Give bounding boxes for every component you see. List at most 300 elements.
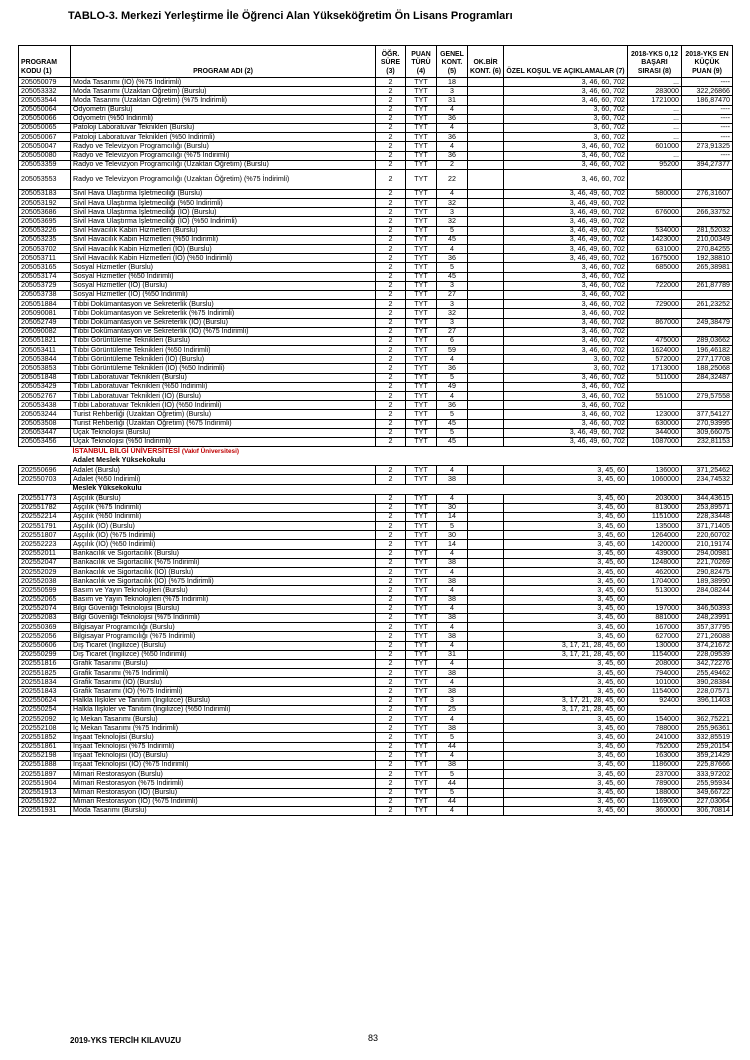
okbir-quota-cell	[468, 373, 504, 382]
program-code: 205053226	[19, 226, 71, 235]
general-quota-cell: 45	[437, 437, 468, 446]
min-score-cell: 228,09539	[682, 650, 733, 659]
program-code: 202551852	[19, 733, 71, 742]
program-name: Bankacılık ve Sigortacılık (%75 İndirimli)	[71, 558, 376, 567]
program-name: Sivil Hava Ulaştırma İşletmeciliği (Burslu)	[71, 189, 376, 198]
score-type-cell: TYT	[406, 531, 437, 540]
duration-cell: 2	[376, 696, 406, 705]
program-code: 205051821	[19, 336, 71, 345]
conditions-cell: 3, 46, 60, 702	[504, 373, 628, 382]
conditions-cell: 3, 45, 60	[504, 512, 628, 521]
general-quota-cell: 31	[437, 650, 468, 659]
general-quota-cell: 44	[437, 779, 468, 788]
general-quota-cell: 38	[437, 595, 468, 604]
score-type-cell: TYT	[406, 160, 437, 169]
program-code: 202552011	[19, 549, 71, 558]
table-row	[19, 401, 733, 410]
rank-cell: 475000	[628, 336, 682, 345]
score-type-cell: TYT	[406, 742, 437, 751]
min-score-cell: 346,50393	[682, 604, 733, 613]
min-score-cell: 284,08244	[682, 586, 733, 595]
min-score-cell: 189,38990	[682, 577, 733, 586]
program-code: 202551913	[19, 788, 71, 797]
okbir-quota-cell	[468, 475, 504, 484]
program-code: 202552029	[19, 568, 71, 577]
general-quota-cell: 30	[437, 531, 468, 540]
program-name: Sivil Hava Ulaştırma İşletmeciliği (İÖ) (Burslu)	[71, 208, 376, 217]
score-type-cell: TYT	[406, 678, 437, 687]
rank-cell: 685000	[628, 263, 682, 272]
okbir-quota-cell	[468, 797, 504, 806]
program-name: Aşçılık (Burslu)	[71, 494, 376, 503]
program-code: 205050065	[19, 123, 71, 132]
rank-cell	[628, 309, 682, 318]
min-score-cell: 232,81153	[682, 437, 733, 446]
program-name: Patoloji Laboratuvar Teknikleri (Burslu)	[71, 123, 376, 132]
conditions-cell: 3, 46, 60, 702	[504, 263, 628, 272]
duration-cell: 2	[376, 531, 406, 540]
score-type-cell: TYT	[406, 382, 437, 391]
general-quota-cell: 4	[437, 355, 468, 364]
score-type-cell: TYT	[406, 650, 437, 659]
duration-cell: 2	[376, 364, 406, 373]
table-row	[19, 687, 733, 696]
okbir-quota-cell	[468, 96, 504, 105]
program-name: Moda Tasarımı (Burslu)	[71, 806, 376, 815]
rank-cell: 154000	[628, 715, 682, 724]
program-name: Aşçılık (%50 İndirimli)	[71, 512, 376, 521]
score-type-cell: TYT	[406, 522, 437, 531]
school-heading-row	[19, 456, 733, 466]
conditions-cell: 3, 46, 49, 60, 702	[504, 437, 628, 446]
duration-cell: 2	[376, 318, 406, 327]
program-code: 205053853	[19, 364, 71, 373]
rank-cell: 752000	[628, 742, 682, 751]
okbir-quota-cell	[468, 123, 504, 132]
okbir-quota-cell	[468, 245, 504, 254]
general-quota-cell: 4	[437, 678, 468, 687]
table-row	[19, 475, 733, 484]
conditions-cell: 3, 45, 60	[504, 558, 628, 567]
program-code: 202551922	[19, 797, 71, 806]
footer-guide-title: 2019-YKS TERCİH KILAVUZU	[70, 1036, 181, 1045]
duration-cell: 2	[376, 169, 406, 189]
rank-cell: ...	[628, 123, 682, 132]
rank-cell	[628, 217, 682, 226]
program-name: Uçak Teknolojisi (%50 İndirimli)	[71, 437, 376, 446]
min-score-cell: 271,26088	[682, 632, 733, 641]
program-name: Turist Rehberliği (Uzaktan Öğretim) (%75 İndirimli)	[71, 419, 376, 428]
program-code: 202551834	[19, 678, 71, 687]
program-code: 202550599	[19, 586, 71, 595]
conditions-cell: 3, 45, 60	[504, 797, 628, 806]
min-score-cell: 192,38810	[682, 254, 733, 263]
program-name: Turist Rehberliği (Uzaktan Öğretim) (Burslu)	[71, 410, 376, 419]
conditions-cell: 3, 45, 60	[504, 577, 628, 586]
min-score-cell: 273,91325	[682, 142, 733, 151]
conditions-cell: 3, 46, 49, 60, 702	[504, 254, 628, 263]
rank-cell: 237000	[628, 770, 682, 779]
program-code: 205053244	[19, 410, 71, 419]
program-code: 205052749	[19, 318, 71, 327]
conditions-cell: 3, 45, 60	[504, 751, 628, 760]
program-code: 202551897	[19, 770, 71, 779]
conditions-cell: 3, 46, 60, 702	[504, 160, 628, 169]
conditions-cell: 3, 45, 60	[504, 466, 628, 475]
page-number: 83	[368, 1033, 379, 1043]
program-code: 202552065	[19, 595, 71, 604]
program-name: Bilgisayar Programcılığı (Burslu)	[71, 623, 376, 632]
program-name: Bilgi Güvenliği Teknolojisi (Burslu)	[71, 604, 376, 613]
min-score-cell: 228,33448	[682, 512, 733, 521]
min-score-cell: 342,72276	[682, 659, 733, 668]
okbir-quota-cell	[468, 669, 504, 678]
min-score-cell: 276,31607	[682, 189, 733, 198]
table-row	[19, 659, 733, 668]
table-row	[19, 494, 733, 503]
score-type-cell: TYT	[406, 392, 437, 401]
conditions-cell: 3, 46, 60, 702	[504, 87, 628, 96]
min-score-cell	[682, 309, 733, 318]
okbir-quota-cell	[468, 641, 504, 650]
program-code: 205053702	[19, 245, 71, 254]
rank-cell: 344000	[628, 428, 682, 437]
duration-cell: 2	[376, 419, 406, 428]
min-score-cell: 374,21672	[682, 641, 733, 650]
min-score-cell: 261,23252	[682, 300, 733, 309]
rank-cell: 135000	[628, 522, 682, 531]
score-type-cell: TYT	[406, 503, 437, 512]
program-name: Bilgisayar Programcılığı (%75 İndirimli)	[71, 632, 376, 641]
okbir-quota-cell	[468, 189, 504, 198]
program-code: 202552214	[19, 512, 71, 521]
header-score-type: PUAN TÜRÜ (4)	[406, 46, 437, 78]
okbir-quota-cell	[468, 410, 504, 419]
duration-cell: 2	[376, 208, 406, 217]
table-row	[19, 290, 733, 299]
program-code: 205053738	[19, 290, 71, 299]
general-quota-cell: 3	[437, 281, 468, 290]
okbir-quota-cell	[468, 254, 504, 263]
duration-cell: 2	[376, 641, 406, 650]
general-quota-cell: 36	[437, 364, 468, 373]
duration-cell: 2	[376, 151, 406, 160]
duration-cell: 2	[376, 300, 406, 309]
duration-cell: 2	[376, 522, 406, 531]
rank-cell: 1264000	[628, 531, 682, 540]
min-score-cell: 344,43615	[682, 494, 733, 503]
university-name	[71, 447, 733, 457]
min-score-cell: 249,38479	[682, 318, 733, 327]
okbir-quota-cell	[468, 160, 504, 169]
conditions-cell: 3, 45, 60	[504, 733, 628, 742]
program-code: 202551807	[19, 531, 71, 540]
table-row	[19, 142, 733, 151]
program-code: 202552047	[19, 558, 71, 567]
general-quota-cell: 5	[437, 410, 468, 419]
okbir-quota-cell	[468, 105, 504, 114]
duration-cell: 2	[376, 595, 406, 604]
conditions-cell: 3, 60, 702	[504, 364, 628, 373]
header-okbir-quota: OK.BİR KONT. (6)	[468, 46, 504, 78]
min-score-cell: 227,03064	[682, 797, 733, 806]
program-name: İnşaat Teknolojisi (İÖ) (Burslu)	[71, 751, 376, 760]
okbir-quota-cell	[468, 235, 504, 244]
program-code: 202551782	[19, 503, 71, 512]
general-quota-cell: 38	[437, 669, 468, 678]
rank-cell	[628, 327, 682, 336]
program-name: Aşçılık (İÖ) (%50 İndirimli)	[71, 540, 376, 549]
duration-cell: 2	[376, 87, 406, 96]
program-code: 202550606	[19, 641, 71, 650]
school-name: Adalet Meslek Yüksekokulu	[72, 456, 166, 465]
min-score-cell: 234,74532	[682, 475, 733, 484]
min-score-cell: 333,97202	[682, 770, 733, 779]
score-type-cell: TYT	[406, 114, 437, 123]
rank-cell	[628, 401, 682, 410]
conditions-cell: 3, 17, 21, 28, 45, 60	[504, 696, 628, 705]
general-quota-cell: 38	[437, 687, 468, 696]
score-type-cell: TYT	[406, 577, 437, 586]
program-code: 202551888	[19, 760, 71, 769]
table-row	[19, 437, 733, 446]
min-score-cell: 281,52032	[682, 226, 733, 235]
program-code: 202551816	[19, 659, 71, 668]
general-quota-cell: 5	[437, 428, 468, 437]
table-row	[19, 355, 733, 364]
program-name: Radyo ve Televizyon Programcılığı (Uzaktan Öğretim) (%75 İndirimli)	[71, 169, 376, 189]
general-quota-cell: 6	[437, 336, 468, 345]
program-code: 202551843	[19, 687, 71, 696]
min-score-cell: 362,75221	[682, 715, 733, 724]
okbir-quota-cell	[468, 678, 504, 687]
program-code: 202550299	[19, 650, 71, 659]
table-row	[19, 733, 733, 742]
score-type-cell: TYT	[406, 373, 437, 382]
program-code: 202552198	[19, 751, 71, 760]
okbir-quota-cell	[468, 151, 504, 160]
score-type-cell: TYT	[406, 309, 437, 318]
conditions-cell: 3, 46, 60, 702	[504, 78, 628, 87]
table-row	[19, 696, 733, 705]
min-score-cell	[682, 272, 733, 281]
general-quota-cell: 4	[437, 123, 468, 132]
general-quota-cell: 31	[437, 96, 468, 105]
okbir-quota-cell	[468, 742, 504, 751]
general-quota-cell: 5	[437, 770, 468, 779]
rank-cell: ...	[628, 105, 682, 114]
okbir-quota-cell	[468, 779, 504, 788]
duration-cell: 2	[376, 632, 406, 641]
score-type-cell: TYT	[406, 779, 437, 788]
min-score-cell	[682, 382, 733, 391]
program-code: 205053438	[19, 401, 71, 410]
score-type-cell: TYT	[406, 336, 437, 345]
header-code: PROGRAM KODU (1)	[19, 46, 71, 78]
program-code: 205052767	[19, 392, 71, 401]
general-quota-cell: 45	[437, 272, 468, 281]
okbir-quota-cell	[468, 650, 504, 659]
min-score-cell: 186,87470	[682, 96, 733, 105]
university-title: İSTANBUL BİLGİ ÜNİVERSİTESİ	[72, 446, 180, 455]
score-type-cell: TYT	[406, 327, 437, 336]
okbir-quota-cell	[468, 142, 504, 151]
program-code: 205053711	[19, 254, 71, 263]
okbir-quota-cell	[468, 568, 504, 577]
score-type-cell: TYT	[406, 558, 437, 567]
min-score-cell: 390,28384	[682, 678, 733, 687]
min-score-cell	[682, 199, 733, 208]
duration-cell: 2	[376, 235, 406, 244]
general-quota-cell: 5	[437, 522, 468, 531]
program-code: 202552074	[19, 604, 71, 613]
duration-cell: 2	[376, 751, 406, 760]
table-row	[19, 577, 733, 586]
rank-cell: 1624000	[628, 346, 682, 355]
okbir-quota-cell	[468, 715, 504, 724]
program-name: Tıbbi Dokümantasyon ve Sekreterlik (Burslu)	[71, 300, 376, 309]
duration-cell: 2	[376, 263, 406, 272]
general-quota-cell: 4	[437, 392, 468, 401]
duration-cell: 2	[376, 669, 406, 678]
conditions-cell: 3, 60, 702	[504, 114, 628, 123]
min-score-cell	[682, 217, 733, 226]
general-quota-cell: 32	[437, 217, 468, 226]
duration-cell: 2	[376, 272, 406, 281]
table-row	[19, 531, 733, 540]
general-quota-cell: 32	[437, 309, 468, 318]
program-name: Tıbbi Laboratuvar Teknikleri (İÖ) (%50 İndirimli)	[71, 401, 376, 410]
program-name: Grafik Tasarımı (İÖ) (Burslu)	[71, 678, 376, 687]
okbir-quota-cell	[468, 595, 504, 604]
rank-cell: 630000	[628, 419, 682, 428]
okbir-quota-cell	[468, 522, 504, 531]
score-type-cell: TYT	[406, 428, 437, 437]
score-type-cell: TYT	[406, 475, 437, 484]
min-score-cell: 357,37795	[682, 623, 733, 632]
min-score-cell: 210,19174	[682, 540, 733, 549]
min-score-cell: 332,85519	[682, 733, 733, 742]
score-type-cell: TYT	[406, 151, 437, 160]
program-name: Adalet (%50 İndirimli)	[71, 475, 376, 484]
rank-cell: 551000	[628, 392, 682, 401]
general-quota-cell: 4	[437, 568, 468, 577]
okbir-quota-cell	[468, 604, 504, 613]
okbir-quota-cell	[468, 705, 504, 714]
rank-cell: 1186000	[628, 760, 682, 769]
okbir-quota-cell	[468, 623, 504, 632]
program-name: Radyo ve Televizyon Programcılığı (%75 İndirimli)	[71, 151, 376, 160]
min-score-cell: 261,87789	[682, 281, 733, 290]
general-quota-cell: 36	[437, 151, 468, 160]
duration-cell: 2	[376, 715, 406, 724]
score-type-cell: TYT	[406, 641, 437, 650]
min-score-cell: 255,95934	[682, 779, 733, 788]
conditions-cell: 3, 46, 49, 60, 702	[504, 235, 628, 244]
score-type-cell: TYT	[406, 300, 437, 309]
table-row	[19, 254, 733, 263]
duration-cell: 2	[376, 558, 406, 567]
score-type-cell: TYT	[406, 318, 437, 327]
duration-cell: 2	[376, 724, 406, 733]
okbir-quota-cell	[468, 133, 504, 142]
score-type-cell: TYT	[406, 512, 437, 521]
duration-cell: 2	[376, 733, 406, 742]
program-code: 202551904	[19, 779, 71, 788]
rank-cell: 572000	[628, 355, 682, 364]
general-quota-cell: 22	[437, 169, 468, 189]
score-type-cell: TYT	[406, 199, 437, 208]
score-type-cell: TYT	[406, 788, 437, 797]
general-quota-cell: 4	[437, 715, 468, 724]
table-row	[19, 309, 733, 318]
duration-cell: 2	[376, 797, 406, 806]
rank-cell: 130000	[628, 641, 682, 650]
table-body	[19, 78, 733, 816]
program-name: Radyo ve Televizyon Programcılığı (Uzaktan Öğretim) (Burslu)	[71, 160, 376, 169]
program-name: Sivil Havacılık Kabin Hizmetleri (İÖ) (Burslu)	[71, 245, 376, 254]
program-name: Basım ve Yayın Teknolojileri (Burslu)	[71, 586, 376, 595]
rank-cell: 197000	[628, 604, 682, 613]
program-name: Bilgi Güvenliği Teknolojisi (%75 İndirimli)	[71, 613, 376, 622]
general-quota-cell: 5	[437, 263, 468, 272]
table-row	[19, 540, 733, 549]
score-type-cell: TYT	[406, 235, 437, 244]
min-score-cell	[682, 705, 733, 714]
program-code: 205053553	[19, 169, 71, 189]
conditions-cell: 3, 46, 49, 60, 702	[504, 226, 628, 235]
general-quota-cell: 38	[437, 475, 468, 484]
rank-cell: 1248000	[628, 558, 682, 567]
table-row	[19, 382, 733, 391]
conditions-cell: 3, 46, 60, 702	[504, 419, 628, 428]
program-code: 205051884	[19, 300, 71, 309]
min-score-cell	[682, 401, 733, 410]
duration-cell: 2	[376, 105, 406, 114]
university-heading-row	[19, 447, 733, 457]
okbir-quota-cell	[468, 327, 504, 336]
table-row	[19, 806, 733, 815]
program-name: Sivil Havacılık Kabin Hizmetleri (İÖ) (%50 İndirimli)	[71, 254, 376, 263]
general-quota-cell: 3	[437, 696, 468, 705]
general-quota-cell: 38	[437, 613, 468, 622]
score-type-cell: TYT	[406, 540, 437, 549]
okbir-quota-cell	[468, 78, 504, 87]
program-name: İnşaat Teknolojisi (İÖ) (%75 İndirimli)	[71, 760, 376, 769]
program-code: 205053359	[19, 160, 71, 169]
conditions-cell: 3, 46, 60, 702	[504, 410, 628, 419]
score-type-cell: TYT	[406, 724, 437, 733]
program-name: Sivil Hava Ulaştırma İşletmeciliği (İÖ) (%50 İndirimli)	[71, 217, 376, 226]
min-score-cell: 279,57558	[682, 392, 733, 401]
duration-cell: 2	[376, 475, 406, 484]
general-quota-cell: 5	[437, 788, 468, 797]
rank-cell	[628, 595, 682, 604]
conditions-cell: 3, 45, 60	[504, 623, 628, 632]
table-row	[19, 742, 733, 751]
okbir-quota-cell	[468, 437, 504, 446]
program-name: Sosyal Hizmetler (%50 İndirimli)	[71, 272, 376, 281]
program-code: 202552092	[19, 715, 71, 724]
program-code: 205053729	[19, 281, 71, 290]
score-type-cell: TYT	[406, 245, 437, 254]
general-quota-cell: 3	[437, 318, 468, 327]
duration-cell: 2	[376, 466, 406, 475]
duration-cell: 2	[376, 142, 406, 151]
general-quota-cell: 36	[437, 401, 468, 410]
general-quota-cell: 4	[437, 604, 468, 613]
duration-cell: 2	[376, 226, 406, 235]
